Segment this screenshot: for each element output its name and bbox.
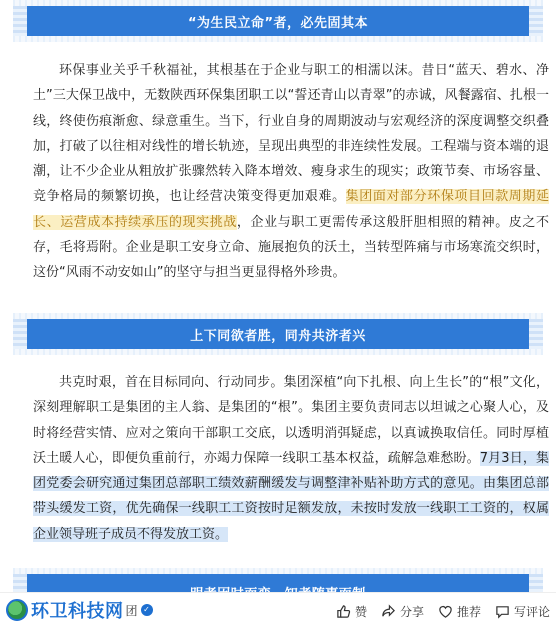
like-label: 赞	[354, 604, 367, 619]
heart-icon	[438, 604, 453, 619]
article-paragraph-2	[33, 370, 549, 547]
share-label: 分享	[399, 604, 424, 619]
paragraph-1-text-end: ，企业与职工更需传承这般肝胆相照的精神。皮之不存，毛将焉附。企业是职工安身立命、施展抱负的沃土，当转型阵痛与市场寒流交织时，这份“风雨不动安如山”的坚守与担当更显得格外珍贵。	[33, 214, 549, 281]
paragraph-1-highlight: 集团面对部分环保项目回款周期延长、运营成本持续承压的现实挑战	[33, 189, 549, 230]
author-name-suffix: 团	[125, 603, 138, 618]
comment-icon	[495, 604, 510, 619]
thumbs-up-icon	[336, 604, 351, 619]
brand-logo-icon	[6, 599, 28, 621]
recommend-button[interactable]	[438, 603, 481, 620]
bottom-action-bar	[0, 592, 556, 628]
like-button[interactable]	[336, 603, 367, 620]
paragraph-2-text: 共克时艰，首在目标同向、行动同步。集团深植“向下扎根、向上生长”的“根”文化，深刻理解职工是集团的主人翁、是集团的“根”。集团主要负责同志以坦诚之心聚人心，及时将经营实情、应对之策向干部职工交底，以透明消弭疑虑，以真诚换取信任。同时厚植沃土暖人心，即便负重前行，亦竭力保障一线职工基本权益，疏解急难愁盼。	[33, 375, 549, 466]
section-title-2: 上下同欲者胜，同舟共济者兴	[190, 328, 366, 344]
comment-button[interactable]	[495, 603, 550, 620]
brand-watermark: 环卫科技网	[31, 601, 124, 622]
action-group	[322, 593, 550, 629]
share-icon	[381, 604, 396, 619]
section-banner-3	[13, 568, 543, 592]
recommend-label: 推荐	[456, 604, 481, 619]
verified-badge-icon: ✓	[141, 604, 153, 616]
section-title-1: “为生民立命”者，必先固其本	[187, 15, 369, 31]
paragraph-2-highlight: 7月3日，集团党委会研究通过集团总部职工绩效薪酬缓发与调整津补贴补助方式的意见。由集团总部带头缓发工资，优先确保一线职工工资按时足额发放，未按时发放一线职工工资的，权属企业领导班子成员不得发放工资。	[33, 450, 549, 542]
article-paragraph-1	[33, 58, 549, 286]
comment-label: 写评论	[513, 604, 550, 619]
share-button[interactable]	[381, 603, 424, 620]
paragraph-1-text: 环保事业关乎千秋福祉，其根基在于企业与职工的相濡以沫。昔日“蓝天、碧水、净土”三大保卫战中，无数陕西环保集团职工以“誓还青山以青翠”的赤诚，风餐露宿、扎根一线，终使伤痕渐愈、绿意重生。当下，行业自身的周期波动与宏观经济的深度调整交织叠加，打破了以往相对线性的增长轨迹，呈现出典型的非连续性发展。工程端与资本端的退潮，让不少企业从粗放扩张骤然转入降本增效、瘦身求生的现实；政策节奏、市场容量、竞争格局的频繁切换，也让经营决策变得更加艰难。	[33, 63, 549, 205]
author-brand[interactable]	[6, 597, 153, 623]
section-banner-2	[13, 313, 543, 355]
section-banner-1	[13, 0, 543, 42]
